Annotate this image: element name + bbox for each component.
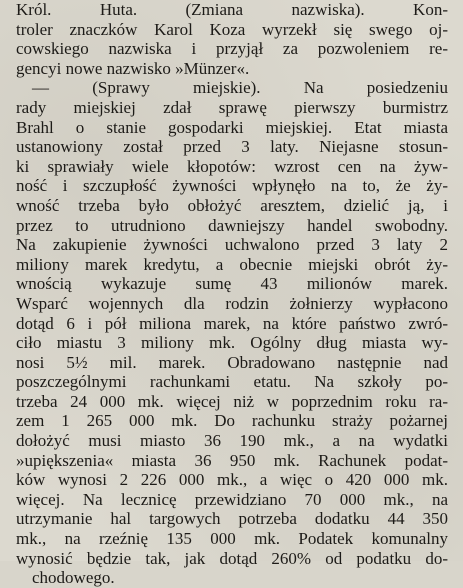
article-line: dołożyć musi miasto 36 190 mk., a na wydatki xyxy=(16,431,448,451)
article-line: dotąd 6 i pół miliona marek, na które państwo zwró- xyxy=(16,313,448,333)
article-line: ustanowiony został przed 3 laty. Niejasne stosun- xyxy=(16,137,448,157)
article-line: wnością wykazuje sumę 43 milionów marek. xyxy=(16,274,448,294)
article-line: — (Sprawy miejskie). Na posiedzeniu xyxy=(32,78,448,98)
article-line: ność i szczupłość żywności wpłynęło na to, że ży- xyxy=(16,176,448,196)
article-line: poszczególnymi rachunkami etatu. Na szkoły po- xyxy=(16,372,448,392)
article-line: mk., na rzeźnię 135 000 mk. Podatek komunalny xyxy=(16,529,448,549)
article-line: cowskiego nazwiska i przyjął za pozwoleniem re- xyxy=(16,39,448,59)
article-line: nosi 5½ mil. marek. Obradowano następnie nad xyxy=(16,352,448,372)
article-line: »upiększenia« miasta 36 950 mk. Rachunek podat- xyxy=(16,450,448,470)
article-line: przez to utrudniono dawniejszy handel swobodny. xyxy=(16,215,448,235)
article-line: wynosić będzie tak, jak dotąd 260% od podatku do- xyxy=(16,548,448,568)
article-line: ciło miastu 3 miliony mk. Ogólny dług miasta wy- xyxy=(16,333,448,353)
article-line: chodowego. xyxy=(32,568,115,588)
article-line: trzeba 24 000 mk. więcej niż w poprzednim roku ra- xyxy=(16,391,448,411)
article-line: gencyi nowe nazwisko »Münzer«. xyxy=(16,58,250,78)
article-line: Brahl o stanie gospodarki miejskiej. Etat miasta xyxy=(16,117,448,137)
article-line: ki sprawiały wiele kłopotów: wzrost cen na żyw- xyxy=(16,156,448,176)
article-line: więcej. Na lecznicę przewidziano 70 000 mk., na xyxy=(16,489,448,509)
article-line: Król. Huta. (Zmiana nazwiska). Kon- xyxy=(16,0,448,19)
article-line: miliony marek kredytu, a obecnie miejski obrót ży- xyxy=(16,254,448,274)
article-line: wność trzeba było obłożyć aresztem, dzielić ją, i xyxy=(16,195,448,215)
article-line: Na zakupienie żywności uchwalono przed 3 laty 2 xyxy=(16,235,448,255)
article-line: zem 1 265 000 mk. Do rachunku straży pożarnej xyxy=(16,411,448,431)
article-line: troler znaczków Karol Koza wyrzekł się swego oj- xyxy=(16,19,448,39)
article-line: rady miejskiej zdał sprawę pierwszy burmistrz xyxy=(16,97,448,117)
article-line: Wsparć wojennych dla rodzin żołnierzy wypłacono xyxy=(16,293,448,313)
article-line: ków wynosi 2 226 000 mk., a więc o 420 000 mk. xyxy=(16,470,448,490)
article-line: utrzymanie hal targowych potrzeba dodatku 44 350 xyxy=(16,509,448,529)
article-column xyxy=(16,0,448,588)
